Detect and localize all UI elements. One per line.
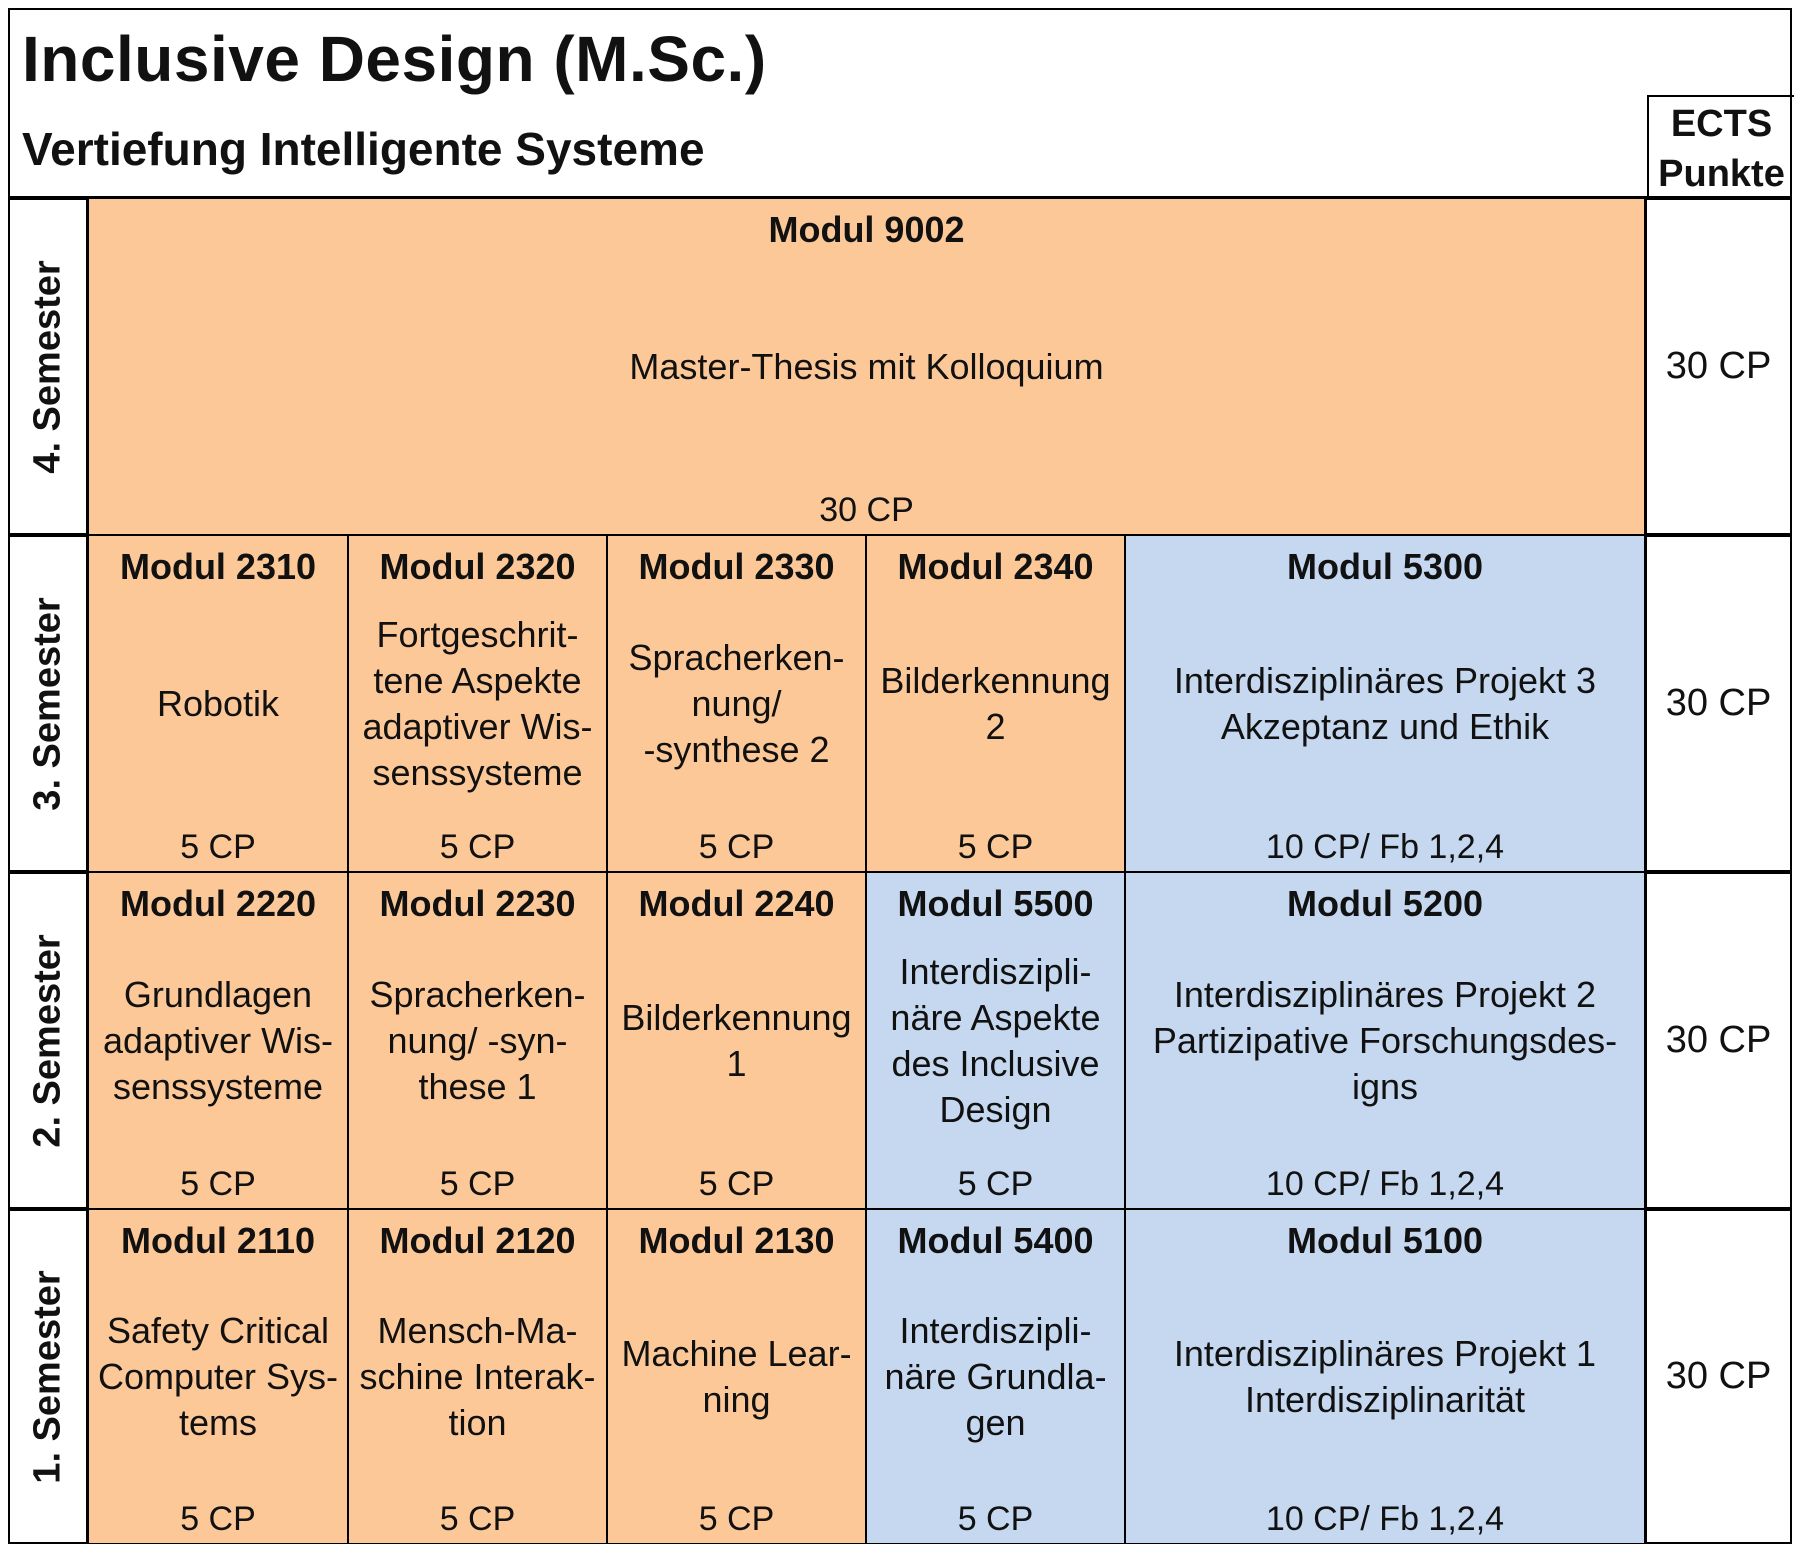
ects-header-line2: Punkte bbox=[1658, 152, 1785, 195]
module-credits: 10 CP/ Fb 1,2,4 bbox=[1265, 1500, 1505, 1538]
module-credits: 5 CP bbox=[180, 828, 256, 866]
module-code: Modul 2120 bbox=[379, 1220, 576, 1261]
semester-label-3 bbox=[8, 535, 88, 872]
module-name: Fortgeschrit- tene Aspekte adaptiver Wis- senssysteme bbox=[362, 613, 593, 793]
module-cell-5300 bbox=[1125, 535, 1645, 872]
table-header bbox=[8, 8, 1792, 198]
module-cell-2340 bbox=[866, 535, 1125, 872]
module-cell-2230 bbox=[348, 872, 607, 1209]
module-name: Interdisziplinäres Projekt 1 Interdisziplinarität bbox=[1173, 1332, 1597, 1420]
semester-label-text: 1. Semester bbox=[26, 1269, 69, 1484]
semester-label-text: 4. Semester bbox=[26, 259, 69, 474]
module-credits: 5 CP bbox=[180, 1500, 256, 1538]
module-code: Modul 5500 bbox=[897, 883, 1094, 924]
module-cell-2110 bbox=[88, 1209, 348, 1544]
module-name: Interdiszipli- näre Grundla- gen bbox=[884, 1309, 1107, 1443]
semester-ects-1: 30 CP bbox=[1645, 1209, 1792, 1544]
module-cell-5400 bbox=[866, 1209, 1125, 1544]
module-code: Modul 2310 bbox=[119, 546, 317, 587]
module-credits: 5 CP bbox=[439, 828, 516, 866]
module-name: Interdiszipli- näre Aspekte des Inclusive Design bbox=[890, 950, 1101, 1130]
module-code: Modul 2230 bbox=[379, 883, 576, 924]
module-cell-2240 bbox=[607, 872, 866, 1209]
module-credits: 10 CP/ Fb 1,2,4 bbox=[1265, 1165, 1505, 1203]
module-name: Robotik bbox=[156, 682, 280, 724]
module-credits: 10 CP/ Fb 1,2,4 bbox=[1265, 828, 1505, 866]
ects-column-header bbox=[1647, 95, 1794, 200]
module-code: Modul 2220 bbox=[119, 883, 317, 924]
module-credits: 5 CP bbox=[698, 828, 775, 866]
module-name: Bilderkennung 1 bbox=[621, 996, 852, 1084]
module-cell-2220 bbox=[88, 872, 348, 1209]
module-cell-2130 bbox=[607, 1209, 866, 1544]
module-name: Master-Thesis mit Kolloquium bbox=[629, 345, 1104, 387]
semester-ects-4: 30 CP bbox=[1645, 198, 1792, 535]
semester-label-4 bbox=[8, 198, 88, 535]
module-code: Modul 2240 bbox=[638, 883, 835, 924]
module-credits: 5 CP bbox=[698, 1500, 775, 1538]
semester-label-text: 2. Semester bbox=[26, 933, 69, 1148]
module-code: Modul 5100 bbox=[1286, 1220, 1484, 1261]
page-title: Inclusive Design (M.Sc.) bbox=[22, 23, 767, 95]
module-credits: 5 CP bbox=[957, 828, 1034, 866]
module-credits: 5 CP bbox=[957, 1500, 1034, 1538]
module-credits: 5 CP bbox=[957, 1165, 1034, 1203]
module-code: Modul 5300 bbox=[1286, 546, 1484, 587]
module-cell-2330 bbox=[607, 535, 866, 872]
module-cell-2310 bbox=[88, 535, 348, 872]
module-name: Safety Critical Computer Sys- tems bbox=[97, 1309, 339, 1443]
ects-header-line1: ECTS bbox=[1670, 102, 1773, 145]
module-cell-5200 bbox=[1125, 872, 1645, 1209]
module-name: Interdisziplinäres Projekt 2 Partizipative Forschungsdes- igns bbox=[1152, 973, 1618, 1107]
module-cell-9002 bbox=[88, 198, 1645, 535]
semester-label-2 bbox=[8, 872, 88, 1209]
module-name: Machine Lear- ning bbox=[621, 1332, 852, 1420]
module-name: Spracherken- nung/ -syn- these 1 bbox=[369, 973, 586, 1107]
module-cell-2120 bbox=[348, 1209, 607, 1544]
module-credits: 5 CP bbox=[439, 1500, 516, 1538]
module-name: Spracherken- nung/ -synthese 2 bbox=[628, 636, 845, 770]
module-name: Interdisziplinäres Projekt 3 Akzeptanz und Ethik bbox=[1173, 659, 1597, 747]
module-credits: 5 CP bbox=[698, 1165, 775, 1203]
semester-ects-2: 30 CP bbox=[1645, 872, 1792, 1209]
module-code: Modul 5400 bbox=[897, 1220, 1094, 1261]
semester-label-1 bbox=[8, 1209, 88, 1544]
module-name: Mensch-Ma- schine Interak- tion bbox=[359, 1309, 596, 1443]
module-code: Modul 2340 bbox=[897, 546, 1094, 587]
module-code: Modul 2110 bbox=[120, 1220, 316, 1261]
module-cell-5100 bbox=[1125, 1209, 1645, 1544]
module-cell-2320 bbox=[348, 535, 607, 872]
curriculum-table bbox=[8, 8, 1792, 1544]
module-code: Modul 5200 bbox=[1286, 883, 1484, 924]
module-code: Modul 9002 bbox=[768, 209, 965, 250]
semester-label-text: 3. Semester bbox=[26, 596, 69, 811]
module-credits: 5 CP bbox=[180, 1165, 256, 1203]
page-subtitle: Vertiefung Intelligente Systeme bbox=[22, 123, 705, 175]
module-name: Grundlagen adaptiver Wis- senssysteme bbox=[102, 973, 334, 1107]
semester-ects-3: 30 CP bbox=[1645, 535, 1792, 872]
module-code: Modul 2320 bbox=[379, 546, 576, 587]
module-cell-5500 bbox=[866, 872, 1125, 1209]
module-name: Bilderkennung 2 bbox=[880, 659, 1111, 747]
module-code: Modul 2130 bbox=[638, 1220, 835, 1261]
module-credits: 30 CP bbox=[819, 491, 914, 529]
module-credits: 5 CP bbox=[439, 1165, 516, 1203]
module-code: Modul 2330 bbox=[638, 546, 835, 587]
